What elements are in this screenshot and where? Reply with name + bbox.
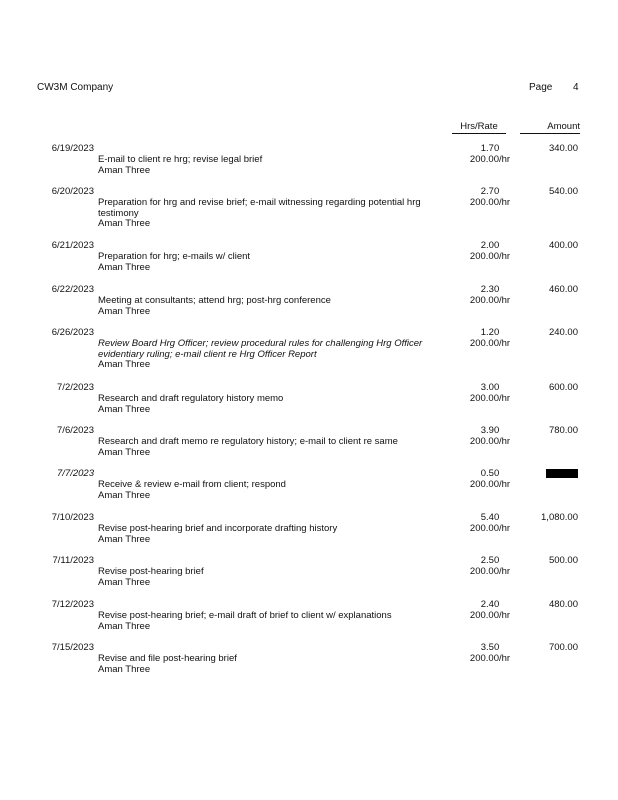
- entry-person: Aman Three: [98, 403, 151, 415]
- entry-person: Aman Three: [98, 489, 151, 501]
- entry-rate: 200.00/hr: [469, 436, 511, 447]
- entry-amount: 400.00: [548, 240, 578, 251]
- entry-hours: 3.90: [480, 425, 500, 436]
- entry-description: Revise post-hearing brief: [98, 566, 204, 577]
- entry-description: Revise post-hearing brief; e-mail draft of brief to client w/ explanations: [98, 610, 392, 621]
- entry-person: Aman Three: [98, 620, 151, 632]
- amount-column-header: Amount: [520, 122, 580, 134]
- page-label: Page: [529, 82, 553, 93]
- entry-description-block: [98, 611, 443, 632]
- entry-description-block: [98, 480, 443, 501]
- entry-rate: 200.00/hr: [469, 251, 511, 262]
- entry-person: Aman Three: [98, 305, 151, 317]
- entry-description-block: [98, 339, 443, 371]
- entry-description: Meeting at consultants; attend hrg; post-hrg conference: [98, 295, 331, 306]
- entry-rate: 200.00/hr: [469, 338, 511, 349]
- entry-description-block: [98, 198, 443, 230]
- entry-description: Preparation for hrg; e-mails w/ client: [98, 251, 251, 262]
- redaction-block: [546, 469, 578, 478]
- entry-person: Aman Three: [98, 576, 151, 588]
- entry-description: Research and draft memo re regulatory history; e-mail to client re same: [98, 436, 398, 447]
- entry-amount: 600.00: [548, 382, 578, 393]
- page-number: 4: [573, 82, 579, 93]
- entry-person: Aman Three: [98, 164, 151, 176]
- entry-hours: 5.40: [480, 512, 500, 523]
- hrs-rate-column-header: Hrs/Rate: [452, 122, 506, 134]
- entry-rate: 200.00/hr: [469, 154, 511, 165]
- entry-date: 7/15/2023: [51, 642, 94, 653]
- entry-description-block: [98, 296, 443, 317]
- entry-description-block: [98, 524, 443, 545]
- entry-rate: 200.00/hr: [469, 523, 511, 534]
- entry-amount: 240.00: [548, 327, 578, 338]
- entry-hours: 2.30: [480, 284, 500, 295]
- entry-amount-redacted: [520, 469, 578, 480]
- entry-date: 7/2/2023: [57, 382, 94, 393]
- entry-rate: 200.00/hr: [469, 295, 511, 306]
- entry-person: Aman Three: [98, 446, 151, 458]
- entry-date: 6/22/2023: [51, 284, 94, 295]
- entry-hours: 2.00: [480, 240, 500, 251]
- entry-hours: 1.20: [480, 327, 500, 338]
- entry-description-block: [98, 252, 443, 273]
- entry-date: 6/20/2023: [51, 186, 94, 197]
- entry-rate: 200.00/hr: [469, 393, 511, 404]
- entry-date: 7/7/2023: [57, 468, 94, 479]
- entry-description: Preparation for hrg and revise brief; e-mail witnessing regarding potential hrg testimony: [98, 197, 421, 219]
- entry-hours: 1.70: [480, 143, 500, 154]
- entry-rate: 200.00/hr: [469, 479, 511, 490]
- entry-person: Aman Three: [98, 663, 151, 675]
- entry-description-block: [98, 155, 443, 176]
- entry-description: Research and draft regulatory history memo: [98, 393, 284, 404]
- entry-rate: 200.00/hr: [469, 610, 511, 621]
- entry-description: Revise post-hearing brief and incorporate drafting history: [98, 523, 338, 534]
- entry-amount: 780.00: [548, 425, 578, 436]
- entry-amount: 480.00: [548, 599, 578, 610]
- entry-amount: 340.00: [548, 143, 578, 154]
- entry-hours: 3.50: [480, 642, 500, 653]
- entry-date: 7/12/2023: [51, 599, 94, 610]
- entry-date: 7/10/2023: [51, 512, 94, 523]
- entry-amount: 500.00: [548, 555, 578, 566]
- entry-date: 7/6/2023: [57, 425, 94, 436]
- company-name: CW3M Company: [37, 82, 114, 93]
- entry-date: 6/19/2023: [51, 143, 94, 154]
- entry-rate: 200.00/hr: [469, 653, 511, 664]
- entry-person: Aman Three: [98, 218, 151, 229]
- entry-description: Review Board Hrg Officer; review procedural rules for challenging Hrg Officer evidentiary ruling; e-mail client re Hrg Officer Report: [98, 338, 423, 360]
- entry-description: E-mail to client re hrg; revise legal brief: [98, 154, 263, 165]
- entry-rate: 200.00/hr: [469, 566, 511, 577]
- entry-date: 7/11/2023: [52, 555, 94, 566]
- entry-date: 6/26/2023: [51, 327, 94, 338]
- entry-person: Aman Three: [98, 533, 151, 545]
- entry-date: 6/21/2023: [51, 240, 94, 251]
- entry-amount: 1,080.00: [541, 512, 578, 523]
- entry-hours: 0.50: [480, 468, 500, 479]
- entry-person: Aman Three: [98, 261, 151, 273]
- entry-description: Revise and file post-hearing brief: [98, 653, 237, 664]
- entry-amount: 540.00: [548, 186, 578, 197]
- entry-amount: 460.00: [548, 284, 578, 295]
- entry-description-block: [98, 567, 443, 588]
- entry-hours: 2.70: [480, 186, 500, 197]
- entry-amount: 700.00: [548, 642, 578, 653]
- entry-person: Aman Three: [98, 359, 151, 370]
- entry-description-block: [98, 437, 443, 458]
- entry-hours: 2.50: [480, 555, 500, 566]
- entry-description-block: [98, 394, 443, 415]
- entry-rate: 200.00/hr: [469, 197, 511, 208]
- entry-description: Receive & review e-mail from client; respond: [98, 479, 286, 490]
- entry-hours: 2.40: [480, 599, 500, 610]
- entry-hours: 3.00: [480, 382, 500, 393]
- entry-description-block: [98, 654, 443, 675]
